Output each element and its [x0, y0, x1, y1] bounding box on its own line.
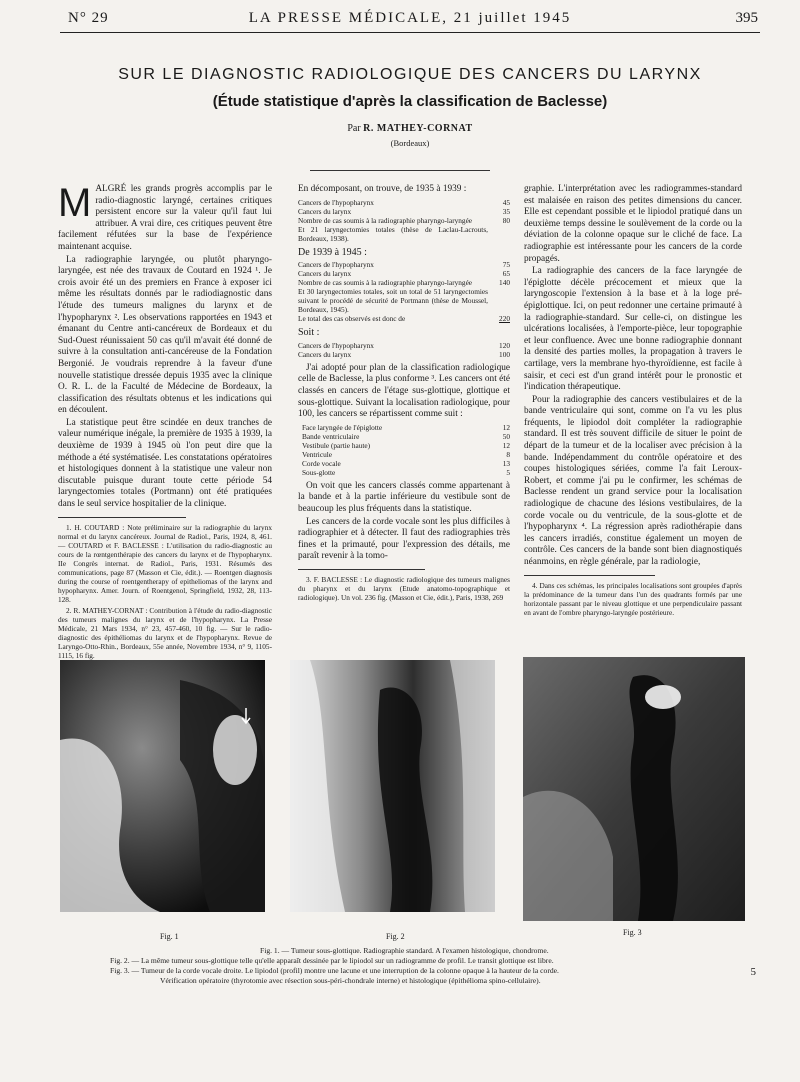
table-row: Bande ventriculaire 50	[302, 431, 510, 441]
author-prefix: Par	[347, 123, 361, 134]
margin-mark: 5	[750, 966, 756, 978]
caption-fig-3-continued: Vérification opératoire (thyrotomie avec résection sous-péri-chondrale interne) et histologique (épithélioma spino-cellulaire).	[160, 976, 541, 985]
table-row: Le total des cas observés est donc de 220	[298, 314, 510, 324]
title-rule	[310, 170, 490, 171]
caption-fig-1: Fig. 1. — Tumeur sous-glottique. Radiographie standard. A l'examen histologique, chondrome.	[260, 946, 549, 955]
author-name: R. MATHEY-CORNAT	[363, 123, 473, 134]
radiograph-image	[290, 660, 495, 912]
stats-table-1935-1939	[298, 198, 510, 243]
table-row: Et 30 laryngectomies totales, soit un total de 51 laryngectomies suivant le procédé de sécurité de Portmann (thèse de Moussel, Bordeaux, 1945).	[298, 287, 488, 315]
caption-fig-3: Fig. 3. — Tumeur de la corde vocale droite. Le lipiodol (profil) montre une lacune et une interruption de la colonne opaque à la hauteur de la corde.	[110, 966, 559, 975]
figure-3-radiograph	[523, 657, 745, 921]
paragraph: La radiographie laryngée, ou plutôt pharyngo-laryngée, est née des travaux de Coutard en 1924 ¹. Je crois avoir été un des premiers en France à exposer ici même les résultats donnés par le radiodiagnostic dans l'étude des tumeurs malignes du larynx et de l'hypopharynx ². Les observations rapportées en 1943 et émanant du Centre anti-cancéreux de Bordeaux et du Sud-Ouest réunissaient 50 cas qu'il m'avait été donné de suivre à la consultation anti-cancéreuse de la Fondation Bergonié. Je voudrais reprendre à la faveur d'une nouvelle statistique dressée depuis 1935 avec la clinique O. R. L. de la Faculté de Médecine de Bordeaux, la classification des résultats obtenus et les indications qui en découlent.	[58, 254, 272, 416]
figure-2-radiograph	[290, 660, 495, 912]
paragraph: On voit que les cancers classés comme appartenant à la bande et à la partie inférieure du vestibule sont de beaucoup les plus fréquents dans la statistique.	[298, 480, 510, 514]
footnote-3: 3. F. BACLESSE : Le diagnostic radiologique des tumeurs malignes du pharynx et du larynx (Etude anatomo-topographique et radiologique). Un vol. 236 fig. (Masson et Cie, édit.), Paris, 1938, 269	[298, 574, 510, 602]
running-header	[60, 10, 760, 33]
column-2	[298, 184, 510, 604]
stats-table-total	[298, 341, 510, 359]
figure-1-radiograph	[60, 660, 265, 912]
figure-2-label: Fig. 2	[386, 932, 405, 941]
figure-3-label: Fig. 3	[623, 928, 642, 937]
paragraph: La radiographie des cancers de la face laryngée de l'épiglotte décèle précocement et mieux que la laryngoscopie l'extension à la base et à la loge pré-épiglottique. Ici, on peut redonner une certaine primauté à la radiographie-standard. Sur celle-ci, on distingue les ulcérations localisées, à l'emporte-pièce, leur topographie et leur confluence. Avec une bonne radiographie donnant la densité des parties molles, la propagation à travers le cartilage, vers la membrane hyo-thyroïdienne, est facile à saisir, et ceci est d'un grand intérêt pour le pronostic et l'indication thérapeutique.	[524, 266, 742, 393]
footnote-rule	[298, 569, 425, 570]
table-row: Cancers du larynx 65	[298, 269, 510, 279]
footnotes	[524, 581, 742, 617]
radiograph-image	[523, 657, 745, 921]
issue-number: N° 29	[68, 10, 109, 26]
author-line	[60, 123, 760, 134]
stats-table-1939-1945	[298, 260, 510, 323]
footnote-4: 4. Dans ces schémas, les principales localisations sont groupées d'après la prédominance de la tumeur dans l'un des quadrants formés par une horizontale passant par le niveau glottique et une perpendiculaire passant en avant de l'ombre pharyngo-laryngée postérieure.	[524, 580, 742, 617]
footnote-1: 1. H. COUTARD : Note préliminaire sur la radiographie du larynx normal et du larynx cancéreux. Journal de Radiol., Paris, 1924, 8, 461. — COUTARD et F. BACLESSE : L'utilisation du radio-diagnostic au cours de la rœntgenthérapie des cancers du larynx et de l'hypopharynx. IIe Congrès internat. de Radiol., Paris, 1931. Résumés des communications, page 87 (Masson et Cie, édit.). — Roentgen diagnosis during the course of roentgentherapy of epitheliomas of the larynx and hypopharynx. Amer. Journ. of Roentgenol, Springfield, 1932, 28, 113-128.	[58, 522, 272, 604]
page-number: 395	[735, 10, 758, 26]
paragraph: La statistique peut être scindée en deux tranches de valeur numérique inégale, la première de 1935 à 1939, la deuxième de 1939 à 1945 où l'on peut dire que la méthode a été systématisée. Les constatations opératoires et histologiques donnent à la statistique une valeur non discutable puisque durant toute cette période 54 laryngectomies totales (Portmann) ont été pratiquées dans le seul service hospitalier de la clinique.	[58, 417, 272, 510]
paragraph: ALGRÉ les grands progrès accomplis par le radio-diagnostic laryngé, certaines critiques persistent encore sur la valeur qu'il faut lui attribuer. A vrai dire, ces critiques peuvent être facilement réfutées sur la base de l'expérience maintenant acquise.	[58, 184, 272, 252]
paragraph: J'ai adopté pour plan de la classification radiologique celle de Baclesse, la plus conforme ³. Les cancers ont été classés en cancers de l'étage sus-glottique, glottique et sous-glottique. Suivant la localisation radiologique, pour 100, les cancers se répartissent comme suit :	[298, 362, 510, 420]
figure-1-label: Fig. 1	[160, 932, 179, 941]
table-row: Cancers de l'hypopharynx 120	[298, 340, 510, 350]
section-head: De 1939 à 1945 :	[298, 246, 367, 258]
figure-captions	[110, 946, 750, 986]
footnotes	[298, 575, 510, 602]
footnote-rule	[524, 575, 655, 576]
table-row: Face laryngée de l'épiglotte 12	[302, 422, 510, 432]
article-subtitle: (Étude statistique d'après la classification de Baclesse)	[212, 93, 608, 110]
paragraph: graphie. L'interprétation avec les radiogrammes-standard est malaisée en raison des petites dimensions du cancer. Elle est cependant possible et le lipiodol pratiqué dans un deuxième temps dessine le soulèvement de la corde ou la déviation de la colonne opaque sur le cliché de face. La radiographie est intéressante pour les cancers de la corde propagés.	[524, 184, 742, 264]
table-row: Et 21 laryngectomies totales (thèse de Laclau-Lacrouts, Bordeaux, 1938).	[298, 224, 488, 243]
table-row: Nombre de cas soumis à la radiographie pharyngo-laryngée 80	[298, 215, 510, 225]
footnotes	[58, 523, 272, 660]
table-row: Corde vocale 13	[302, 458, 510, 468]
drop-cap: M	[58, 181, 92, 225]
localisation-table	[302, 423, 510, 477]
footnote-2: 2. R. MATHEY-CORNAT : Contribution à l'étude du radio-diagnostic des tumeurs malignes du larynx et de l'hypopharynx. La Presse Médicale, 21 Mars 1934, n° 23, 457-460, 10 fig. — Sur le radio-diagnostic des épithéliomas du larynx et de l'hypopharynx. Revue de Laryngo-Otto-Rhin., Bordeaux, 55e année, Novembre 1934, n° 9, 1105-1115, 16 fig.	[58, 605, 272, 660]
column-1	[58, 181, 272, 662]
journal-title: LA PRESSE MÉDICALE, 21 juillet 1945	[248, 10, 572, 26]
radiograph-image	[60, 660, 265, 912]
author-affiliation: (Bordeaux)	[390, 138, 430, 148]
table-row: Cancers de l'hypopharynx 75	[298, 260, 510, 270]
column-3	[524, 184, 742, 619]
table-row: Vestibule (partie haute) 12	[302, 440, 510, 450]
table-row: Ventricule 8	[302, 449, 510, 459]
paragraph: Les cancers de la corde vocale sont les plus difficiles à radiographier et à détecter. Il faut des radiographies très fines et la primauté, pour l'expression des détails, me paraît revenir à la tomo-	[298, 516, 510, 562]
footnote-rule	[58, 517, 186, 518]
section-head: Soit :	[298, 327, 320, 339]
paragraph: En décomposant, on trouve, de 1935 à 1939 :	[298, 184, 467, 194]
table-row: Nombre de cas soumis à la radiographie pharyngo-laryngée 140	[298, 278, 510, 288]
paragraph: Pour la radiographie des cancers vestibulaires et de la bande ventriculaire qui sont, comme on l'a vu les plus fréquents, le lipiodol doit compléter la radiographie standard. Il est très souvent difficile de situer le point de départ de la tumeur et de la localiser avec précision à la bande. Indépendamment du contrôle opératoire et des coupes histologiques sériées, comme l'a fait Leroux-Robert, et comme j'ai pu le confirmer, les schémas de Baclesse rendent un grand service pour la localisation radiologique de chacune des lésions vestibulaires, de la corde vocale ou du ventricule, de la sous-glotte et de l'hypopharynx ⁴. La régression après radiothérapie dans les cancers irradiés, constitue également un moyen de contrôle. Ces cancers de la bande sont bien diagnostiqués néanmoins, en règle générale, par la radiologie,	[524, 394, 742, 567]
table-row: Cancers de l'hypopharynx 45	[298, 197, 510, 207]
table-row: Cancers du larynx 35	[298, 206, 510, 216]
article-title: SUR LE DIAGNOSTIC RADIOLOGIQUE DES CANCERS DU LARYNX	[118, 66, 702, 83]
caption-fig-2: Fig. 2. — La même tumeur sous-glottique telle qu'elle apparaît dessinée par le lipiodol sur un radiogramme de profil. Le transit glottique est libre.	[110, 956, 554, 965]
table-row: Cancers du larynx 100	[298, 349, 510, 359]
table-row: Sous-glotte 5	[302, 467, 510, 477]
